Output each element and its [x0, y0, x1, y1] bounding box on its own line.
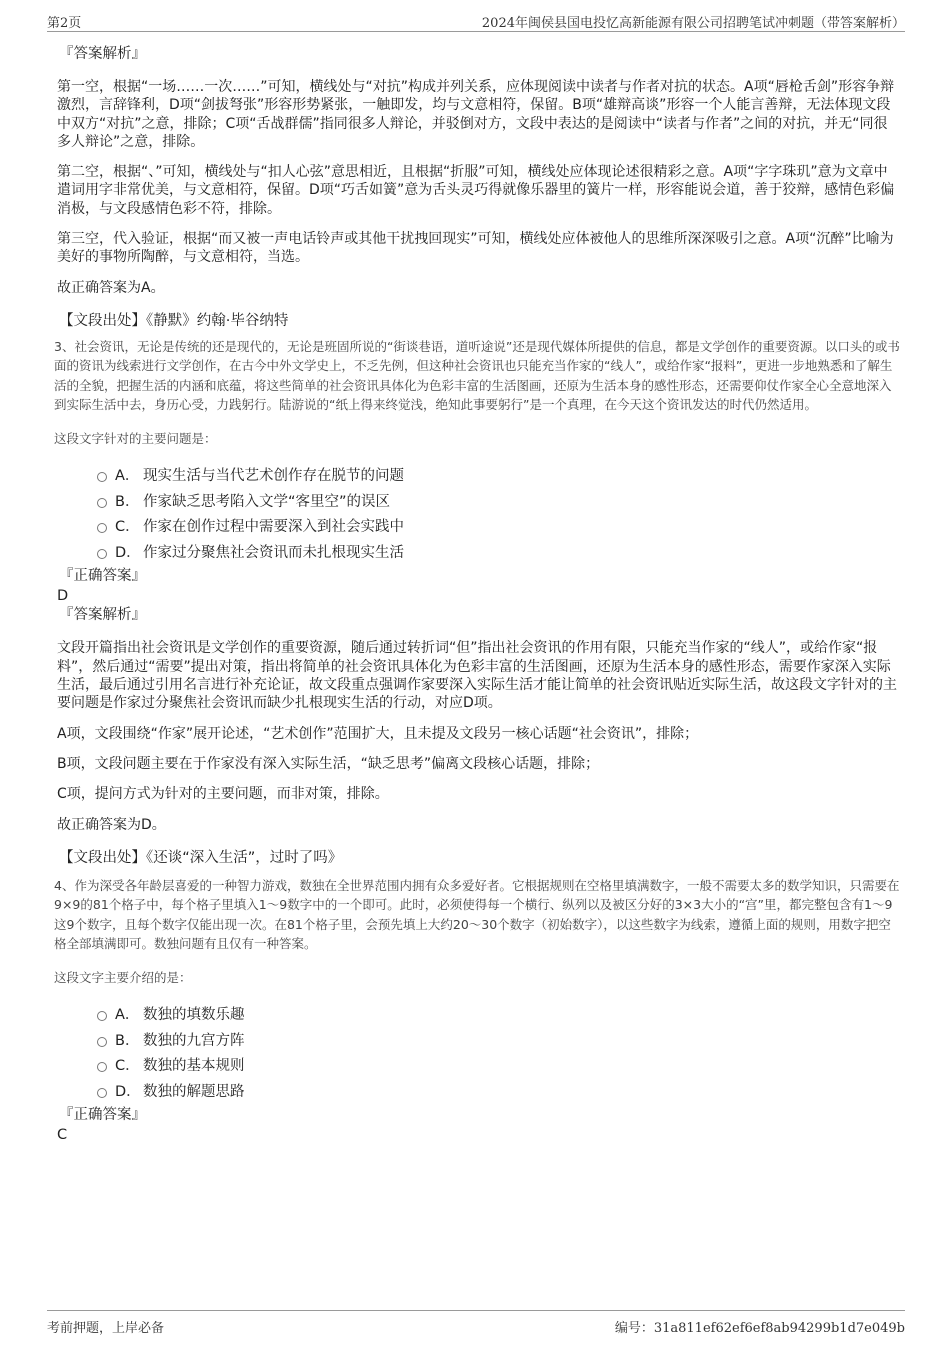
analysis-paragraph: C项，提问方式为针对的主要问题，而非对策，排除。	[57, 786, 389, 803]
radio-icon[interactable]	[97, 498, 107, 508]
option-list	[57, 1003, 900, 1105]
page-content	[54, 44, 900, 1144]
question-stem: 4、作为深受各年龄层喜爱的一种智力游戏，数独在全世界范围内拥有众多爱好者。它根据规则在空格里填满数字，一般不需要太多的数学知识，只需要在9×9的81个格子中，每个格子里填入1～9数字中的一个即可。此时，必须使得每一个横行、纵列以及被区分好的3×3大小的“宫”里，都完整包含有1～9这9个数字，且每个数字仅能出现一次。在81个格子里，会预先填上大约20～30个数字（初始数字），以这些数字为线索，遵循上面的规则，用数字把空格全部填满即可。数独问题有且仅有一种答案。	[54, 877, 900, 952]
option-d[interactable]: D． 数独的解题思路	[57, 1080, 900, 1106]
document-id: 编号：31a811ef62ef6ef8ab94299b1d7e049b	[614, 1321, 905, 1336]
correct-answer-value: D	[57, 588, 69, 605]
option-b[interactable]: B． 数独的九宫方阵	[57, 1029, 900, 1055]
analysis-paragraph: B项，文段问题主要在于作家没有深入实际生活，“缺乏思考”偏离文段核心话题，排除；	[57, 755, 600, 772]
page-header	[47, 9, 905, 32]
option-c[interactable]: C． 数独的基本规则	[57, 1054, 900, 1080]
analysis-paragraph: 第二空，根据“、”可知，横线处与“扣人心弦”意思相近，且根据“折服”可知，横线处应体现论述很精彩之意。A项“字字珠玑”意为文章中遣词用字非常优美，与文意相符，保留。D项“巧舌如簧”意为舌头灵巧得就像乐器里的簧片一样，形容能说会道，善于狡辩，感情色彩偏消极，与文段感情色彩不符，排除。	[57, 164, 895, 217]
radio-icon[interactable]	[97, 472, 107, 482]
radio-icon[interactable]	[97, 1011, 107, 1021]
analysis-paragraph: A项，文段围绕“作家”展开论述，“艺术创作”范围扩大，且未提及文段另一核心话题“社会资讯”，排除；	[57, 725, 699, 742]
radio-icon[interactable]	[97, 1062, 107, 1072]
question-prompt: 这段文字主要介绍的是：	[54, 969, 192, 985]
analysis-paragraph: 第三空，代入验证，根据“而又被一声电话铃声或其他干扰拽回现实”可知，横线处应体被他人的思维所深深吸引之意。A项“沉醉”比喻为美好的事物所陶醉，与文意相符，当选。	[57, 231, 894, 266]
correct-answer-label: 『正确答案』	[59, 1107, 146, 1124]
radio-icon[interactable]	[97, 549, 107, 559]
question-stem: 3、社会资讯，无论是传统的还是现代的，无论是班固所说的“街谈巷语，道听途说”还是现代媒体所提供的信息，都是文学创作的重要资源。以口头的或书面的资讯为线索进行文学创作，在古今中外文学史上，不乏先例，但这种社会资讯也只能充当作家的“线人”，或给作家“报料”，更进一步地熟悉和了解生活的全貌，把握生活的内涵和底蕴，将这些简单的社会资讯具体化为色彩丰富的生活图画，还原为生活本身的感性形态，还需要仰仗作家全心全意地深入到实际生活中去，身历心受，力践躬行。陆游说的“纸上得来终觉浅，绝知此事要躬行”是一个真理，在今天这个资讯发达的时代仍然适用。	[54, 338, 900, 413]
analysis-paragraph: 第一空，根据“一场……一次……”可知，横线处与“对抗”构成并列关系，应体现阅读中读者与作者对抗的状态。A项“唇枪舌剑”形容争辩激烈，言辞锋利，D项“剑拔弩张”形容形势紧张，一触即发，均与文意相符，保留。B项“雄辩高谈”形容一个人能言善辩，无法体现文段中双方“对抗”之意，排除；C项“舌战群儒”指同很多人辩论，并驳倒对方，文段中表达的是阅读中“读者与作者”之间的对抗，并无“同很多人辩论”之意，排除。	[57, 79, 895, 150]
source-citation: 【文段出处】《静默》约翰·毕谷纳特	[59, 312, 289, 329]
question-prompt: 这段文字针对的主要问题是：	[54, 430, 217, 446]
radio-icon[interactable]	[97, 523, 107, 533]
analysis-paragraph: 文段开篇指出社会资讯是文学创作的重要资源，随后通过转折词“但”指出社会资讯的作用有限，只能充当作家的“线人”，或给作家“报料”，然后通过“需要”提出对策，指出将简单的社会资讯具体化为色彩丰富的生活图画，还原为生活本身的感性形态，需要作家深入实际生活，最后通过引用名言进行补充论证，故文段重点强调作家要深入实际生活才能让简单的社会资讯贴近实际生活，故这段文字针对的主要问题是作家过分聚焦社会资讯而缺少扎根现实生活的行动，对应D项。	[57, 640, 897, 712]
correct-answer-label: 『正确答案』	[59, 568, 146, 585]
option-a[interactable]: A． 数独的填数乐趣	[57, 1003, 900, 1029]
option-d[interactable]: D． 作家过分聚焦社会资讯而未扎根现实生活	[57, 541, 900, 567]
analysis-conclusion: 故正确答案为D。	[57, 816, 166, 833]
radio-icon[interactable]	[97, 1088, 107, 1098]
analysis-label: 『答案解析』	[59, 46, 146, 62]
analysis-conclusion: 故正确答案为A。	[57, 279, 165, 296]
source-citation: 【文段出处】《还谈“深入生活”，过时了吗》	[59, 849, 343, 866]
radio-icon[interactable]	[97, 1037, 107, 1047]
correct-answer-value: C	[57, 1127, 68, 1144]
page-number: 第2页	[47, 16, 82, 31]
document-title: 2024年闽侯县国电投忆高新能源有限公司招聘笔试冲刺题（带答案解析）	[481, 16, 905, 31]
page-footer	[47, 1310, 905, 1335]
analysis-label: 『答案解析』	[59, 607, 146, 624]
option-c[interactable]: C． 作家在创作过程中需要深入到社会实践中	[57, 515, 900, 541]
option-a[interactable]: A． 现实生活与当代艺术创作存在脱节的问题	[57, 464, 900, 490]
option-b[interactable]: B． 作家缺乏思考陷入文学“客里空”的误区	[57, 490, 900, 516]
footer-slogan: 考前押题，上岸必备	[47, 1321, 165, 1336]
option-list	[57, 464, 900, 566]
